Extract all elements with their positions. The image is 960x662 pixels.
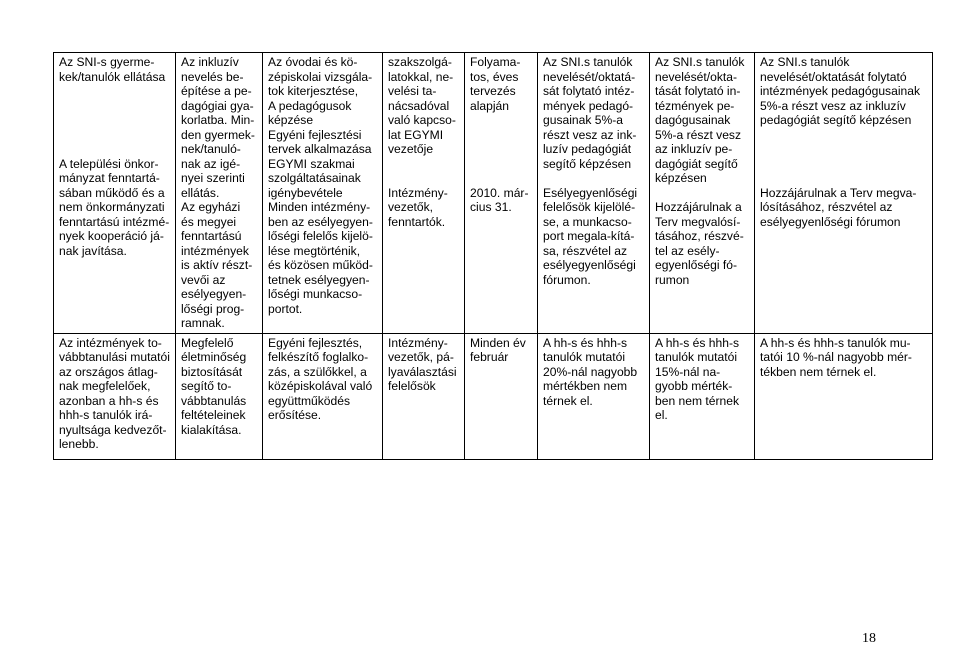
cell-text: A települési önkor- mányzat fenntartá- sában működő és a nem önkormányzati fenntartású intézmé- nyek kooperáció já- nak javítása. bbox=[59, 156, 170, 258]
cell-text: Folyama- tos, éves tervezés alapján bbox=[470, 55, 521, 113]
table-cell bbox=[383, 53, 465, 334]
table-cell bbox=[176, 333, 263, 459]
table-cell bbox=[755, 53, 933, 334]
cell-text: Az SNI.s tanulók nevelését/oktatását folytató intézmények pedagógusainak 5%-a részt vesz az inkluzív pedagógiát segítő képzésen bbox=[760, 55, 921, 127]
table-row bbox=[54, 53, 933, 334]
cell-text: A hh-s és hhh-s tanulók mu- tatói 10 %-nál nagyobb mér- tékben nem térnek el. bbox=[760, 335, 912, 379]
cell-text: Az SNI.s tanulók nevelését/okta- tását folytató in- tézmények pe- dagógusainak 5%-a részt vesz az inkluzív pe- dagógiát segítő képzésen bbox=[655, 55, 745, 185]
cell-text: A hh-s és hhh-s tanulók mutatói 15%-nál na- gyobb mérték- ben nem térnek el. bbox=[655, 335, 740, 422]
table-cell bbox=[383, 333, 465, 459]
table-cell bbox=[755, 333, 933, 459]
table-cell bbox=[54, 53, 176, 334]
cell-text: Megfelelő életminőség biztosítását segítő to- vábbtanulás feltételeinek kialakítása. bbox=[181, 335, 247, 437]
cell-text: Minden intézmény- ben az esélyegyen- lőségi felelős kijelö- lése megtörténik, és közösen működ- tetnek esélyegyen- lőségi munkacso- portot. bbox=[268, 200, 373, 316]
cell-text: 2010. már- cius 31. bbox=[470, 185, 529, 214]
cell-text: Hozzájárulnak a Terv megva- lósításához, részvétel az esélyegyenlőségi fórumon bbox=[760, 185, 917, 229]
cell-text: Hozzájárulnak a Terv megvalósí- tásához, részvé- tel az esély- egyenlőségi fó- rumon bbox=[655, 200, 744, 287]
page-number: 18 bbox=[862, 631, 876, 646]
cell-text: Az óvodai és kö- zépiskolai vizsgála- tok kiterjesztése, A pedagógusok képzése Egyéni fejlesztési tervek alkalmazása EGYMI szakmai szolgáltatásainak igénybevétele bbox=[268, 55, 373, 200]
table-cell bbox=[650, 53, 755, 334]
document-table bbox=[53, 52, 933, 460]
table-row bbox=[54, 333, 933, 459]
cell-text: Egyéni fejlesztés, felkészítő foglalko- zás, a szülőkkel, a középiskolával való együttműködés erősítése. bbox=[268, 335, 373, 422]
table-cell bbox=[465, 333, 538, 459]
table-cell bbox=[538, 53, 650, 334]
table-cell bbox=[650, 333, 755, 459]
table-cell bbox=[465, 53, 538, 334]
table-cell bbox=[538, 333, 650, 459]
table-cell bbox=[176, 53, 263, 334]
cell-text: Esélyegyenlőségi felelősök kijelölé- se, a munkacso- port megala-kítá- sa, részvétel az esélyegyenlőségi fórumon. bbox=[543, 185, 638, 287]
cell-text: Minden év február bbox=[470, 335, 526, 364]
cell-text: Az intézmények to- vábbtanulási mutatói az országos átlag- nak megfelelőek, azonban a hh-s és hhh-s tanulók irá- nyultsága kedvezőt- lenebb. bbox=[59, 335, 170, 451]
cell-text: Intézmény- vezetők, fenntartók. bbox=[388, 185, 448, 229]
cell-text: Intézmény- vezetők, pá- lyaválasztási felelősök bbox=[388, 335, 457, 393]
table-cell bbox=[54, 333, 176, 459]
cell-text: Az inkluzív nevelés be- építése a pe- dagógiai gya- korlatba. Min- den gyermek- nek/tanuló- nak az igé- nyei szerinti ellátás. bbox=[181, 55, 255, 200]
cell-text: szakszolgá- latokkal, ne- velési ta- nácsadóval való kapcso- lat EGYMI vezetője bbox=[388, 55, 456, 156]
table-cell bbox=[263, 53, 383, 334]
cell-text: A hh-s és hhh-s tanulók mutatói 20%-nál nagyobb mértékben nem térnek el. bbox=[543, 335, 638, 408]
table-cell bbox=[263, 333, 383, 459]
cell-text: Az SNI-s gyerme- kek/tanulók ellátása bbox=[59, 55, 166, 84]
cell-text: Az SNI.s tanulók nevelését/oktatá- sát folytató intéz- mények pedagó- gusainak 5%-a részt vesz az ink- luzív pedagógiát segítő képzésen bbox=[543, 55, 637, 171]
cell-text: Az egyházi és megyei fenntartású intézmények is aktív részt- vevői az esélyegyen- lőségi prog- ramnak. bbox=[181, 200, 253, 330]
